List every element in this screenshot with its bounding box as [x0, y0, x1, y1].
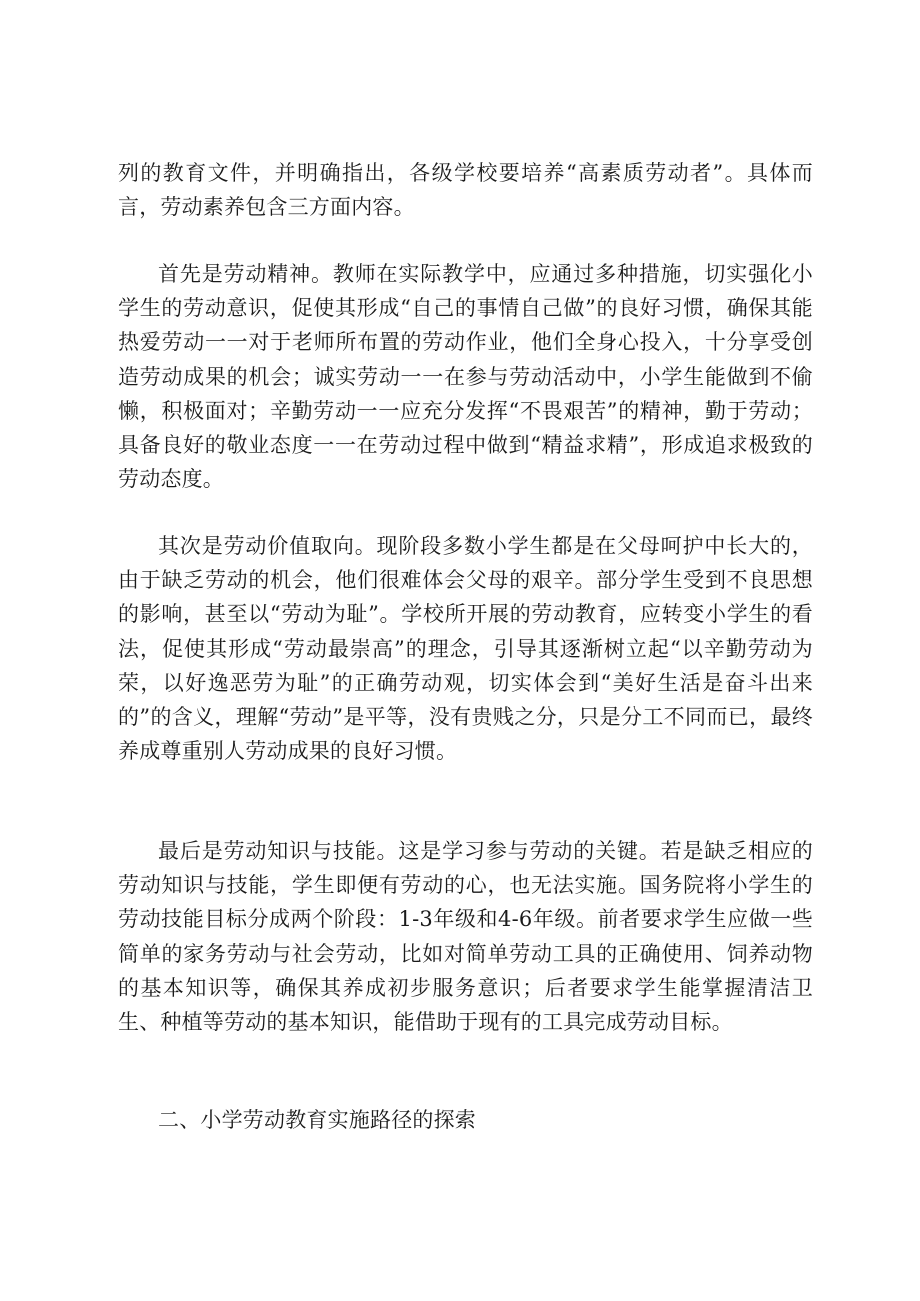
paragraph-continuation: 列的教育文件，并明确指出，各级学校要培养“高素质劳动者”。具体而言，劳动素养包含三方面内容。 — [118, 161, 813, 220]
paragraph-labor-skills: 最后是劳动知识与技能。这是学习参与劳动的关键。若是缺乏相应的劳动知识与技能，学生即便有劳动的心，也无法实施。国务院将小学生的劳动技能目标分成两个阶段：1-3年级和4-6年级。前者要求学生应做一些简单的家务劳动与社会劳动，比如对简单劳动工具的正确使用、饲养动物的基本知识等，确保其养成初步服务意识；后者要求学生能掌握清洁卫生、种植等劳动的基本知识，能借助于现有的工具完成劳动目标。 — [118, 839, 813, 1035]
section-heading: 二、小学劳动教育实施路径的探索 — [158, 1108, 476, 1132]
paragraph-labor-values: 其次是劳动价值取向。现阶段多数小学生都是在父母呵护中长大的，由于缺乏劳动的机会，他们很难体会父母的艰辛。部分学生受到不良思想的影响，甚至以“劳动为耻”。学校所开展的劳动教育，应转变小学生的看法，促使其形成“劳动最崇高”的理念，引导其逐渐树立起“以辛勤劳动为荣，以好逸恶劳为耻”的正确劳动观，切实体会到“美好生活是奋斗出来的”的含义，理解“劳动”是平等，没有贵贱之分，只是分工不同而已，最终养成尊重别人劳动成果的良好习惯。 — [118, 534, 813, 764]
paragraph-labor-spirit: 首先是劳动精神。教师在实际教学中，应通过多种措施，切实强化小学生的劳动意识，促使其形成“自己的事情自己做”的良好习惯，确保其能热爱劳动一一对于老师所布置的劳动作业，他们全身心投入，十分享受创造劳动成果的机会；诚实劳动一一在参与劳动活动中，小学生能做到不偷懒，积极面对；辛勤劳动一一应充分发挥“不畏艰苦”的精神，勤于劳动；具备良好的敬业态度一一在劳动过程中做到“精益求精”，形成追求极致的劳动态度。 — [118, 262, 813, 492]
